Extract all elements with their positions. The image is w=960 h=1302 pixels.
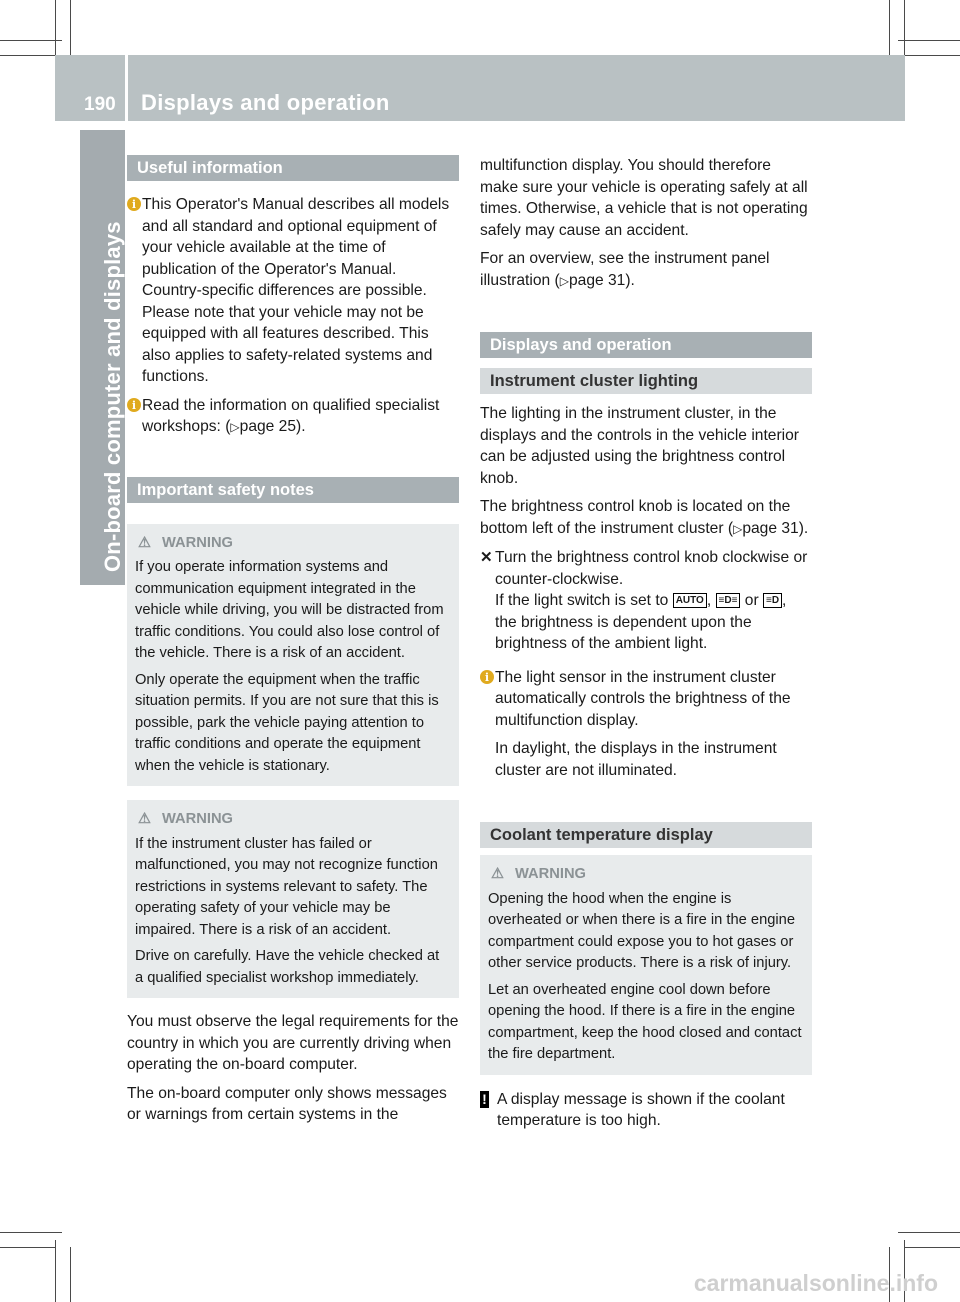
header-divider <box>125 55 128 121</box>
info-text: In daylight, the displays in the instrument cluster are not illuminated. <box>495 740 777 779</box>
warning-box <box>480 855 812 1075</box>
subsection-heading-coolant-temperature-display: Coolant temperature display <box>480 822 812 848</box>
left-column <box>127 155 459 1133</box>
crop-mark <box>0 1232 62 1233</box>
warning-text: If you operate information systems and communication equipment integrated in the vehicle while driving, you will be distracted from traffic conditions. You could also lose control of the vehicle. There is a risk of an accident. <box>135 559 444 661</box>
crop-mark <box>898 40 960 41</box>
info-icon: i <box>127 197 141 211</box>
page-reference-link[interactable]: page 31 <box>742 519 799 537</box>
crop-mark <box>904 0 905 62</box>
crop-mark <box>905 1247 960 1248</box>
instruction-step <box>480 547 812 655</box>
body-paragraph: The lighting in the instrument cluster, in the displays and the controls in the vehicle interior can be adjusted using the brightness control knob. <box>480 405 799 487</box>
info-text: The light sensor in the instrument cluster automatically controls the brightness of the multifunction display. <box>495 668 791 729</box>
warning-title: ⚠ WARNING <box>488 864 804 886</box>
crop-mark <box>0 1247 55 1248</box>
chapter-tab-label: On-board computer and displays <box>100 221 125 572</box>
crop-mark <box>0 40 62 41</box>
warning-triangle-icon: ⚠ <box>138 811 152 827</box>
warning-box <box>127 800 459 998</box>
right-column <box>480 155 812 1139</box>
crop-mark <box>889 0 890 55</box>
low-beam-icon: ≡D <box>763 593 782 608</box>
info-note <box>127 395 459 439</box>
watermark: carmanualsonline.info <box>693 1270 938 1296</box>
parking-lamp-icon: ≡D≡ <box>716 593 741 608</box>
body-paragraph: The brightness control knob is located on the bottom left of the instrument cluster (▷page 31). <box>480 496 812 540</box>
page-title: Displays and operation <box>141 90 390 115</box>
notice-note <box>480 1089 812 1132</box>
page-reference-link[interactable]: page 31 <box>568 271 626 289</box>
warning-text: If the instrument cluster has failed or malfunctioned, you may not recognize function restrictions in systems relevant to safety. The operating safety of your vehicle may be impaired. There is a risk of an accident. <box>135 835 438 938</box>
step-text: Turn the brightness control knob clockwise or counter-clockwise. <box>495 549 808 588</box>
warning-triangle-icon: ⚠ <box>491 866 505 882</box>
notice-text: A display message is shown if the coolant temperature is too high. <box>497 1090 785 1129</box>
page-ref-arrow-icon: ▷ <box>230 420 240 434</box>
warning-text: Opening the hood when the engine is overheated or when there is a fire in the engine compartment could expose you to hot gases or other service products. There is a risk of injury. <box>488 890 796 971</box>
auto-light-icon: AUTO <box>673 593 707 608</box>
info-text: Read the information on qualified specialist workshops: (▷page 25). <box>142 395 459 439</box>
body-paragraph: multifunction display. You should therefore make sure your vehicle is operating safely at all times. Otherwise, a vehicle that is not operating safely may cause an accident. <box>480 157 808 239</box>
warning-text: Let an overheated engine cool down before opening the hood. If there is a fire in the engine compartment, keep the hood closed and contact the fire department. <box>488 981 802 1062</box>
subsection-heading-instrument-cluster-lighting: Instrument cluster lighting <box>480 368 812 394</box>
section-heading-displays-and-operation: Displays and operation <box>480 332 812 358</box>
page-number: 190 <box>84 94 116 115</box>
info-icon: i <box>480 670 494 684</box>
crop-mark <box>905 55 960 56</box>
body-paragraph: You must observe the legal requirements for the country in which you are currently driving when operating the on-board computer. <box>127 1013 459 1073</box>
info-text: This Operator's Manual describes all models and all standard and optional equipment of your vehicle available at the time of publication of the Operator's Manual. Country-specific differences are possible. Please note that your vehicle may not be equipped with all features described. This also applies to safety-related systems and functions. <box>142 196 450 385</box>
body-paragraph: The on-board computer only shows messages or warnings from certain systems in the <box>127 1084 447 1123</box>
step-marker-icon: ✕ <box>480 549 493 566</box>
warning-title: ⚠ WARNING <box>135 533 451 555</box>
warning-box <box>127 524 459 787</box>
warning-text: Only operate the equipment when the traffic situation permits. If you are not sure that this is possible, park the vehicle paying attention to traffic conditions and operate the equipment when the vehicle is stationary. <box>135 671 439 774</box>
crop-mark <box>55 0 56 62</box>
warning-text: Drive on carefully. Have the vehicle checked at a qualified specialist workshop immediately. <box>135 948 440 986</box>
crop-mark <box>0 55 55 56</box>
page-ref-arrow-icon: ▷ <box>733 521 743 536</box>
page-reference-link[interactable]: page 25 <box>239 418 297 435</box>
exclamation-icon: ! <box>480 1091 489 1108</box>
step-result: If the light switch is set to AUTO , ≡D≡ or ≡D , the brightness is dependent upon the brightness of the ambient light. <box>495 592 787 652</box>
info-note <box>127 194 459 388</box>
section-heading-important-safety-notes: Important safety notes <box>127 477 459 503</box>
section-heading-useful-information: Useful information <box>127 155 459 181</box>
page-ref-arrow-icon: ▷ <box>559 273 569 288</box>
crop-mark <box>70 1247 71 1302</box>
body-paragraph: For an overview, see the instrument panel illustration (▷page 31). <box>480 248 812 292</box>
info-icon: i <box>127 398 141 412</box>
crop-mark <box>898 1232 960 1233</box>
info-note <box>480 667 812 782</box>
crop-mark <box>70 0 71 55</box>
warning-title: ⚠ WARNING <box>135 809 451 831</box>
crop-mark <box>55 1240 56 1302</box>
warning-triangle-icon: ⚠ <box>138 534 152 551</box>
